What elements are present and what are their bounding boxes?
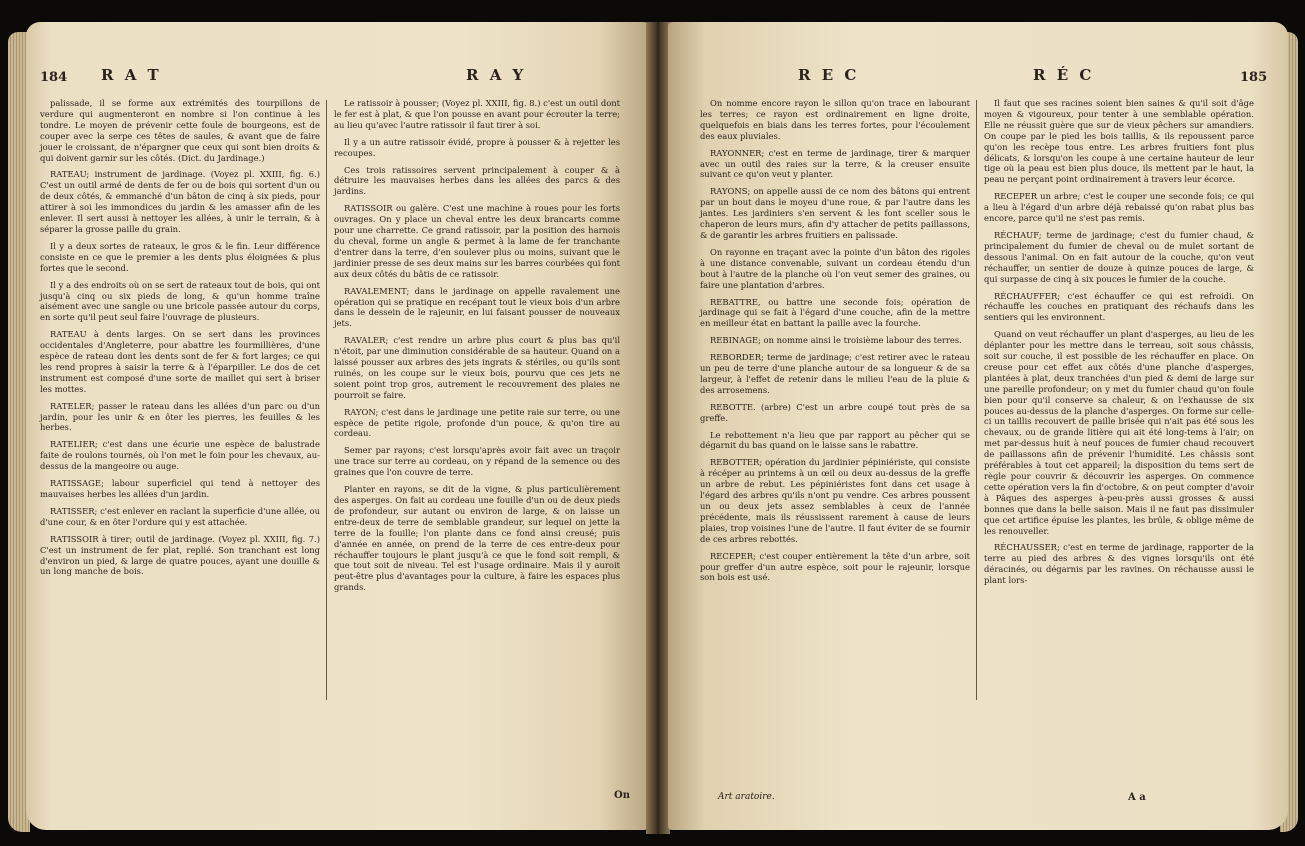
right-page — [668, 22, 1288, 830]
book-gutter — [646, 22, 670, 834]
paragraph: RAYONS; on appelle aussi de ce nom des bâtons qui entrent par un bout dans le moyeu d'une roue, & par l'autre dans les jantes. Les jardiniers s'en servent & les font sceller sous le chaperon de leurs murs, afin d'y attacher de petits paillassons, & de garantir les arbres fruitiers en palissade. — [700, 186, 970, 240]
paragraph: Le rebottement n'a lieu que par rapport au pêcher qui se dégarnit du bas quand on le laisse sans le rabattre. — [700, 429, 970, 451]
paragraph: RAYON; c'est dans le jardinage une petite raie sur terre, ou une espèce de petite rigole, profonde d'un pouce, & qu'on tire au cordeau. — [334, 406, 620, 439]
paragraph: RÉCHAUFFER; c'est échauffer ce qui est refroidi. On réchauffe les couches en pratiquant des réchaufs dans les sentiers qui les environnent. — [984, 290, 1254, 323]
paragraph: Ces trois ratissoires servent principalement à couper & à détruire les mauvaises herbes dans les allées des parcs & des jardins. — [334, 164, 620, 197]
paragraph: RAVALER; c'est rendre un arbre plus court & plus bas qu'il n'étoit, par une diminution considérable de sa hauteur. Quand on a laissé pousser aux arbres des jets ingrats & stériles, ou qu'ils sont ruinés, on les coupe sur le vieux bois, pourvu que ces jets ne soient point trop gros, autrement le recouvrement des plaies ne pourroit se faire. — [334, 335, 620, 400]
paragraph: RAVALEMENT; dans le jardinage on appelle ravalement une opération qui se pratique en recépant tout le vieux bois d'un arbre dans le dessein de le rajeunir, en lui faisant pousser de nouveaux jets. — [334, 285, 620, 329]
paragraph: Quand on veut réchauffer un plant d'asperges, au lieu de les déplanter pour les mettre dans le terreau, soit sous châssis, soit sur couche, il est possible de les réchauffer en place. On creuse pour cet effet aux côtés d'une planche d'asperges, plantées à plat, deux tranchées d'un pied & demi de large sur une pareille profondeur; on y met du fumier chaud qu'on foule bien pour qu'il conserve sa chaleur, & on l'exhausse de six pouces au-dessus de la planche d'asperges. On forme sur celle-ci un taillis recouvert de paille brisée qui n'ait pas été sous les chevaux, ou de grande litière qui ait été long-tems à l'air; on met par-dessus huit à neuf pouces de fumier chaud recouvert de paillassons afin de prévenir l'humidité. Les châssis sont préférables à tout cet appareil; la disposition du tems sert de règle pour couvrir & découvrir les asperges. On commence cette opération vers la fin d'octobre, & on peut compter d'avoir à Pâques des asperges à-peu-près aussi grosses & aussi bonnes que dans la belle saison. Mais il ne faut pas dissimuler que cet artifice épuise les plantes, les brûle, & oblige même de les renouveller. — [984, 329, 1254, 536]
running-header-left: R E C — [798, 66, 860, 84]
text-column-1 — [40, 98, 320, 583]
paragraph: REBOTTE. (arbre) C'est un arbre coupé tout près de sa greffe. — [700, 401, 970, 423]
paragraph: RATELIER; c'est dans une écurie une espèce de balustrade faite de roulons tournés, où l'on met le foin pour les chevaux, au-dessus de la mangeoire ou auge. — [40, 439, 320, 472]
paragraph: RATELER; passer le rateau dans les allées d'un parc ou d'un jardin, pour les unir & en ôter les pierres, les feuilles & les herbes. — [40, 400, 320, 433]
text-column-2 — [984, 98, 1254, 592]
paragraph: On rayonne en traçant avec la pointe d'un bâton des rigoles à une distance convenable, suivant un cordeau étendu d'un bout à l'autre de la planche où l'on veut semer des graines, ou faire une plantation d'arbres. — [700, 246, 970, 290]
paragraph: palissade, il se forme aux extrémités des tourpillons de verdure qui augmenteront en nombre si l'on continue à les tondre. Le moyen de prévenir cette foule de bourgeons, est de couper avec la serpe ces têtes de saules, & avant que de faire jouer le croissant, de n'épargner que ceux qui sont bien droits & qui doivent garnir sur les côtés. (Dict. du Jardinage.) — [40, 98, 320, 163]
paragraph: RATISSOIR à tirer; outil de jardinage. (Voyez pl. XXIII, fig. 7.) C'est un instrument de fer plat, replié. Son tranchant est long d'environ un pied, & large de quatre pouces, ayant une douille & un long manche de bois. — [40, 533, 320, 577]
paragraph: RECEPER; c'est couper entièrement la tête d'un arbre, soit pour greffer d'un autre espèce, soit pour le rajeunir, lorsque son bois est usé. — [700, 550, 970, 583]
paragraph: Le ratissoir à pousser; (Voyez pl. XXIII, fig. 8.) c'est un outil dont le fer est à plat, & que l'on pousse en avant pour écrouter la terre; au lieu qu'avec l'autre ratissoir il faut tirer à soi. — [334, 98, 620, 130]
paragraph: Il y a des endroits où on se sert de rateaux tout de bois, qui ont jusqu'à cinq ou six pieds de long, & qu'un homme traîne aisément avec une sangle ou une bricole passée autour du corps, en sorte qu'il peut seul faire l'ouvrage de plusieurs. — [40, 279, 320, 323]
paragraph: RÉCHAUSSER; c'est en terme de jardinage, rapporter de la terre au pied des arbres & des vignes lorsqu'ils ont été déracinés, ou dégarnis par les ravines. On réchausse aussi le plant lors- — [984, 542, 1254, 586]
paragraph: REBORDER; terme de jardinage; c'est retirer avec le rateau un peu de terre d'une planche autour de sa longueur & de sa largeur, à l'effet de retenir dans le milieu l'eau de la pluie & des arrosemens. — [700, 352, 970, 395]
paragraph: RECEPER un arbre; c'est le couper une seconde fois; ce qui a lieu à l'égard d'un arbre déjà rebaissé qu'on rabat plus bas encore, parce qu'il ne s'est pas remis. — [984, 191, 1254, 224]
column-rule — [976, 100, 977, 700]
paragraph: RATEAU; instrument de jardinage. (Voyez pl. XXIII, fig. 6.) C'est un outil armé de dents de fer ou de bois qui sortent d'un ou de deux côtés, & emmanché d'un bâton de cinq à six pieds, pour attirer à soi les immondices du jardin & les amasser afin de les enlever. Il sert aussi à nettoyer les allées, à unir le terrain, & à séparer la grosse paille du grain. — [40, 169, 320, 234]
paragraph: REBOTTER; opération du jardinier pépiniériste, qui consiste à récéper au printems à un œil ou deux au-dessus de la greffe un arbre de rebut. Les pépiniéristes font dans cet usage à l'égard des arbres qu'ils n'ont pu vendre. Ces arbres poussent un ou deux jets assez semblables à ceux de l'année précédente, mais ils réussissent rarement à cause de leurs plaies, trop voisines l'une de l'autre. Il faut éviter de se fournir de ces arbres rebottés. — [700, 457, 970, 544]
column-rule — [326, 100, 327, 700]
paragraph: RATISSOIR ou galère. C'est une machine à roues pour les forts ouvrages. On y place un cheval entre les deux brancarts comme pour une charrette. Ce grand ratissoir, par la position des harnois du cheval, forme un angle & permet à la lame de fer tranchante d'entrer dans la terre, d'en soulever plus ou moins, suivant que le jardinier presse de ses deux mains sur les barres courbées qui font aux deux côtés du bâtis de ce ratissoir. — [334, 203, 620, 279]
page-number: 184 — [40, 70, 68, 85]
paragraph: Semer par rayons; c'est lorsqu'après avoir fait avec un traçoir une trace sur terre au cordeau, on y répand de la semence ou des graines que l'on couvre de terre. — [334, 445, 620, 478]
open-book — [8, 22, 1298, 840]
left-page — [26, 22, 648, 830]
paragraph: Planter en rayons, se dit de la vigne, & plus particulièrement des asperges. On fait au cordeau une fouille d'un ou de deux pieds de profondeur, sur autant ou environ de large, & on laisse un entre-deux de terre de semblable grandeur, sur lequel on jette la terre de la fouille; l'on plante dans ce fond ainsi creusé; puis d'année en année, on prend de la terre de ces entre-deux pour réchauffer toujours le plant jusqu'à ce que le fond soit rempli, & que tout soit de niveau. Tel est l'usage ordinaire. Mais il y auroit peut-être plus d'avantages pour la culture, à faire les espaces plus grands. — [334, 484, 620, 593]
paragraph: RAYONNER; c'est en terme de jardinage, tirer & marquer avec un outil des raies sur la terre, & la creuser ensuite suivant ce qu'on veut y planter. — [700, 147, 970, 180]
text-column-1 — [700, 98, 970, 589]
paragraph: Il y a un autre ratissoir évidé, propre à pousser & à rejetter les recoupes. — [334, 136, 620, 158]
text-column-2 — [334, 98, 620, 599]
paragraph: RATEAU à dents larges. On se sert dans les provinces occidentales d'Angleterre, pour abattre les fourmillières, d'une espèce de rateau dont les dents sont de fer & fort larges; ce qui les rend propres à saisir la terre & à l'éparpiller. Le dos de cet instrument est composé d'une sorte de maillet qui sert à briser les mottes. — [40, 329, 320, 394]
signature-mark: A a — [1128, 792, 1146, 803]
paragraph: REBINAGE; on nomme ainsi le troisième labour des terres. — [710, 335, 962, 346]
running-header-left: R A T — [101, 66, 162, 84]
paragraph: Il faut que ses racines soient bien saines & qu'il soit d'âge moyen & vigoureux, pour tenter à une semblable opération. Elle ne réussit guère que sur de vieux pêchers sur amandiers. On coupe par le pied les bois taillis, & ils repoussent parce qu'on les recèpe tous entre. Les arbres fruitiers font plus délicats, & lorsqu'on les coupe à une certaine hauteur de leur tige où la peau est bien plus douce, ils mettent par le haut, la peau ne perçant point ordinairement à travers leur écorce. — [984, 98, 1254, 185]
running-header-right: R É C — [1033, 66, 1095, 84]
paragraph: Il y a deux sortes de rateaux, le gros & le fin. Leur différence consiste en ce que le premier a les dents plus éloignées & plus fortes que le second. — [40, 240, 320, 273]
paragraph: RATISSAGE; labour superficiel qui tend à nettoyer des mauvaises herbes les allées d'un jardin. — [40, 478, 320, 499]
running-header-right: R A Y — [466, 66, 527, 84]
footer-note: Art aratoire. — [718, 792, 775, 802]
paragraph: RATISSER; c'est enlever en raclant la superficie d'une allée, ou d'une cour, & en ôter l'ordure qui y est attachée. — [40, 505, 320, 527]
paragraph: On nomme encore rayon le sillon qu'on trace en labourant les terres; ce rayon est ordinairement en ligne droite, quelquefois en biais dans les terres fortes, pour l'écoulement des eaux pluviales. — [700, 98, 970, 141]
catchword: On — [614, 790, 630, 801]
page-number: 185 — [1240, 70, 1268, 85]
paragraph: REBATTRE, ou battre une seconde fois; opération de jardinage qui se fait à l'égard d'une couche, afin de la mettre en meilleur état en battant la paille avec la fourche. — [700, 296, 970, 329]
paragraph: RÉCHAUF; terme de jardinage; c'est du fumier chaud, & principalement du fumier de cheval ou de mulet sortant de dessous l'animal. On en fait autour de la couche, qu'on veut réchauffer, un sentier de douze à quinze pouces de large, & qui surpasse de cinq à six pouces le fumier de la couche. — [984, 229, 1254, 284]
